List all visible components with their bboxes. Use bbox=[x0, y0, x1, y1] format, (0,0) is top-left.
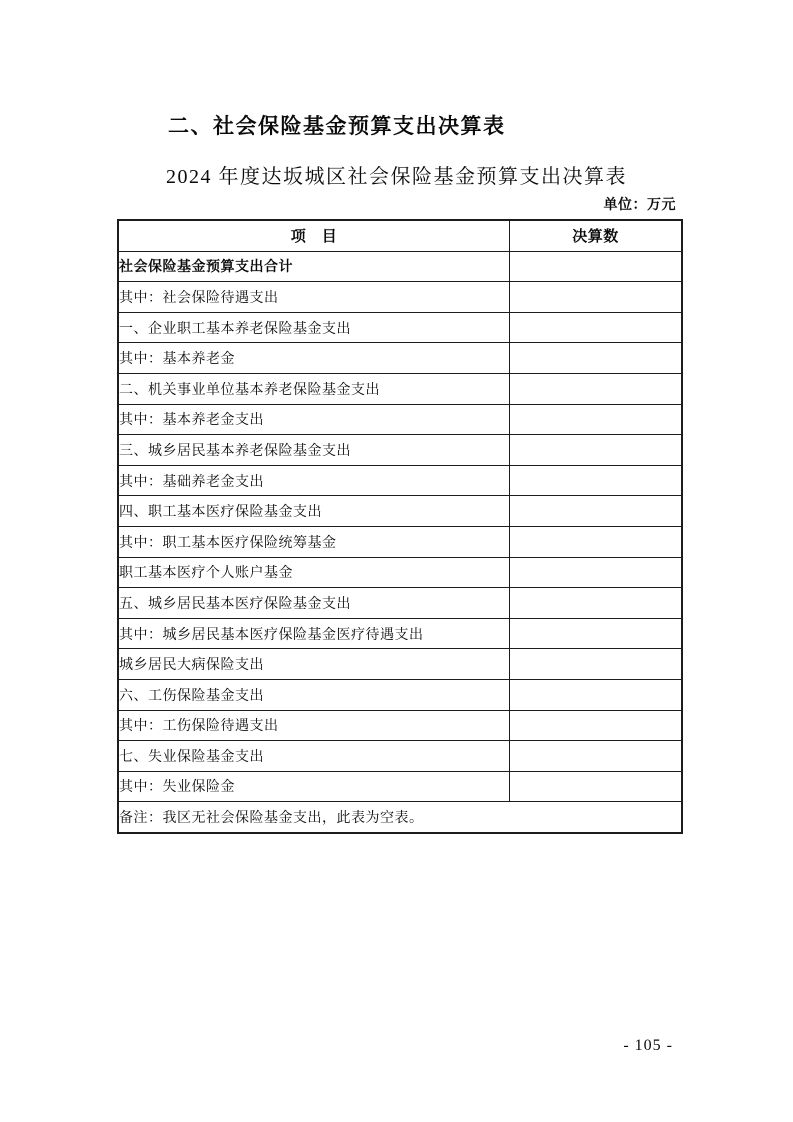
value-cell bbox=[510, 465, 683, 496]
value-cell bbox=[510, 741, 683, 772]
table-row bbox=[118, 526, 682, 557]
item-cell: 城乡居民大病保险支出 bbox=[118, 649, 510, 680]
table-row bbox=[118, 618, 682, 649]
item-cell: 其中：基本养老金 bbox=[118, 343, 510, 374]
table-row bbox=[118, 343, 682, 374]
table-row bbox=[118, 312, 682, 343]
value-cell bbox=[510, 282, 683, 313]
item-cell: 六、工伤保险基金支出 bbox=[118, 679, 510, 710]
table-row bbox=[118, 465, 682, 496]
item-cell: 其中：城乡居民基本医疗保险基金医疗待遇支出 bbox=[118, 618, 510, 649]
table-row bbox=[118, 251, 682, 282]
remark-cell: 备注：我区无社会保险基金支出，此表为空表。 bbox=[118, 802, 682, 833]
value-cell bbox=[510, 435, 683, 466]
table-row bbox=[118, 741, 682, 772]
table-header-row bbox=[118, 220, 682, 251]
table-title: 2024 年度达坂城区社会保险基金预算支出决算表 bbox=[166, 166, 627, 188]
table-row bbox=[118, 557, 682, 588]
table-row bbox=[118, 496, 682, 527]
item-cell: 七、失业保险基金支出 bbox=[118, 741, 510, 772]
page-number: - 105 - bbox=[623, 1037, 673, 1054]
unit-label: 单位：万元 bbox=[603, 198, 676, 213]
table-row bbox=[118, 373, 682, 404]
table-row bbox=[118, 435, 682, 466]
item-cell: 三、城乡居民基本养老保险基金支出 bbox=[118, 435, 510, 466]
table-row bbox=[118, 588, 682, 619]
item-cell: 社会保险基金预算支出合计 bbox=[118, 251, 510, 282]
value-cell bbox=[510, 679, 683, 710]
value-cell bbox=[510, 649, 683, 680]
table-row bbox=[118, 404, 682, 435]
item-cell: 其中：失业保险金 bbox=[118, 771, 510, 802]
value-cell bbox=[510, 496, 683, 527]
table-row bbox=[118, 710, 682, 741]
column-header-item: 项 目 bbox=[118, 220, 510, 251]
value-cell bbox=[510, 312, 683, 343]
item-cell: 其中：职工基本医疗保险统筹基金 bbox=[118, 526, 510, 557]
item-cell: 职工基本医疗个人账户基金 bbox=[118, 557, 510, 588]
table-row bbox=[118, 679, 682, 710]
item-cell: 其中：社会保险待遇支出 bbox=[118, 282, 510, 313]
value-cell bbox=[510, 618, 683, 649]
item-cell: 其中：基本养老金支出 bbox=[118, 404, 510, 435]
value-cell bbox=[510, 526, 683, 557]
value-cell bbox=[510, 557, 683, 588]
budget-table bbox=[117, 219, 683, 834]
table-row bbox=[118, 771, 682, 802]
table-row bbox=[118, 282, 682, 313]
column-header-amount: 决算数 bbox=[510, 220, 683, 251]
remark-row bbox=[118, 802, 682, 833]
value-cell bbox=[510, 710, 683, 741]
item-cell: 二、机关事业单位基本养老保险基金支出 bbox=[118, 373, 510, 404]
value-cell bbox=[510, 588, 683, 619]
item-cell: 其中：工伤保险待遇支出 bbox=[118, 710, 510, 741]
value-cell bbox=[510, 404, 683, 435]
value-cell bbox=[510, 251, 683, 282]
value-cell bbox=[510, 771, 683, 802]
item-cell: 四、职工基本医疗保险基金支出 bbox=[118, 496, 510, 527]
value-cell bbox=[510, 373, 683, 404]
table-row bbox=[118, 649, 682, 680]
value-cell bbox=[510, 343, 683, 374]
table-body bbox=[118, 251, 682, 802]
item-cell: 一、企业职工基本养老保险基金支出 bbox=[118, 312, 510, 343]
item-cell: 五、城乡居民基本医疗保险基金支出 bbox=[118, 588, 510, 619]
item-cell: 其中：基础养老金支出 bbox=[118, 465, 510, 496]
section-heading: 二、社会保险基金预算支出决算表 bbox=[168, 114, 506, 138]
